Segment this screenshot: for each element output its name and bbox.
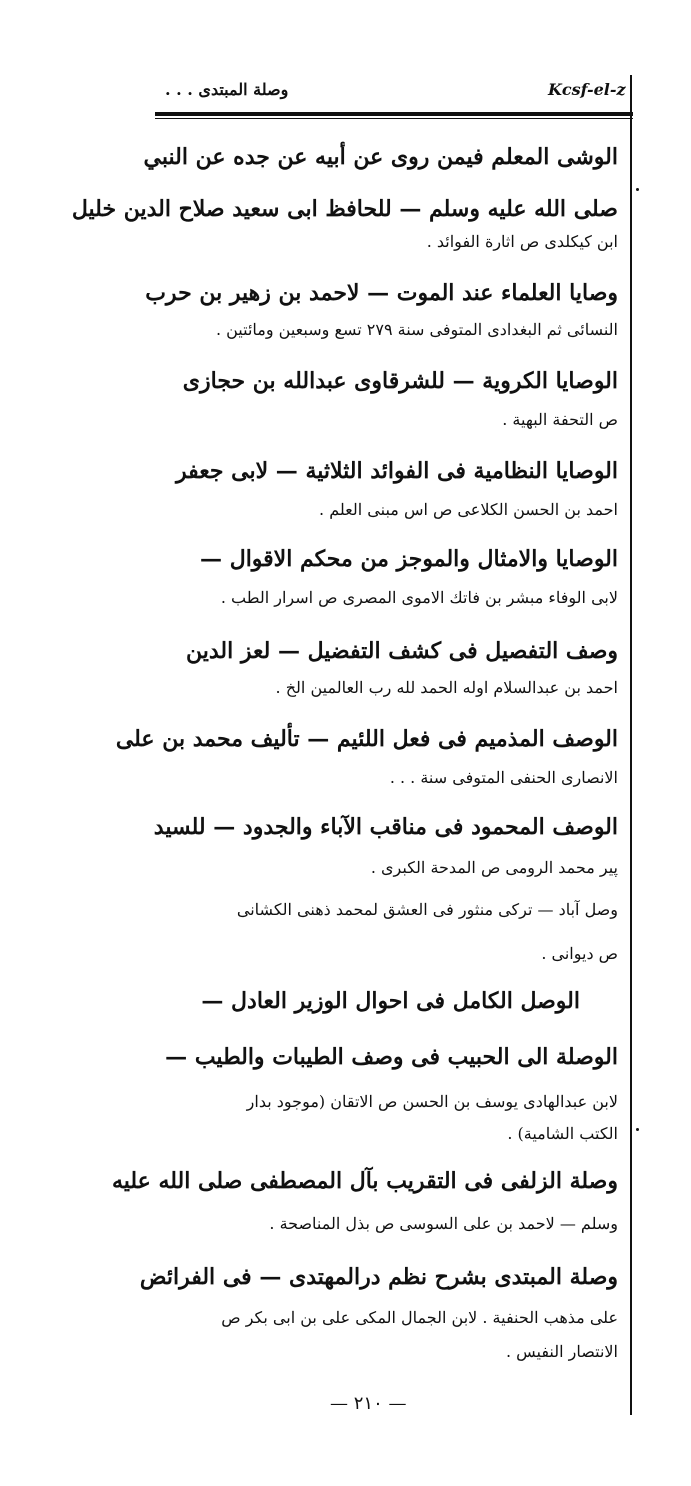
entry-line: وصلة المبتدى بشرح نظم درالمهتدى — فى الفرائض	[139, 1264, 618, 1290]
entry-line: صلى الله عليه وسلم — للحافظ ابى سعيد صلاح الدين خليل	[71, 196, 618, 222]
entry-line: الوصايا والامثال والموجز من محكم الاقوال —	[200, 546, 618, 572]
entry-line: الوصف المذميم فى فعل اللئيم — تأليف محمد بن على	[115, 726, 618, 752]
entry-line: وصل آباد — تركى منثور فى العشق لمحمد ذهنى الكشانى	[236, 900, 618, 919]
running-title: وصلة المبتدى . . .	[165, 80, 289, 99]
header-rule-thick	[155, 112, 633, 116]
entry-line: ص ديوانى .	[541, 944, 618, 963]
page-number: — ٢١٠ —	[330, 1393, 407, 1414]
entry-line: احمد بن عبدالسلام اوله الحمد لله رب العالمين الخ .	[275, 678, 618, 697]
entry-line: الوصلة الى الحبيب فى وصف الطيبات والطيب —	[165, 1044, 618, 1070]
running-header-latin: Kcsf-el-z	[548, 80, 626, 99]
margin-speck	[636, 1128, 639, 1131]
entry-line: لابن عبدالهادى يوسف بن الحسن ص الاتقان (موجود بدار	[246, 1092, 618, 1111]
margin-rule	[630, 75, 632, 1415]
header-rule-thin	[155, 118, 633, 119]
entry-line: الانتصار النفيس .	[505, 1342, 618, 1361]
entry-line: النسائى ثم البغدادى المتوفى سنة ٢٧٩ تسع وسبعين ومائتين .	[215, 320, 618, 339]
entry-line: الوصل الكامل فى احوال الوزير العادل —	[201, 988, 580, 1014]
entry-line: لابى الوفاء مبشر بن فاتك الاموى المصرى ص اسرار الطب .	[220, 588, 618, 607]
margin-speck	[636, 188, 639, 191]
entry-line: وصايا العلماء عند الموت — لاحمد بن زهير بن حرب	[145, 280, 618, 306]
entry-line: ص التحفة البهية .	[502, 410, 618, 429]
entry-line: الانصارى الحنفى المتوفى سنة . . .	[389, 768, 618, 787]
entry-line: وسلم — لاحمد بن على السوسى ص بذل المناصحة .	[269, 1214, 618, 1233]
entry-line: پير محمد الرومى ص المدحة الكبرى .	[370, 858, 618, 877]
entry-line: الوصايا النظامية فى الفوائد الثلاثية — لابى جعفر	[176, 458, 618, 484]
entry-line: على مذهب الحنفية . لابن الجمال المكى على بن ابى بكر ص	[221, 1308, 618, 1327]
entry-line: الوصف المحمود فى مناقب الآباء والجدود — للسيد	[153, 814, 618, 840]
entry-line: الوشى المعلم فيمن روى عن أبيه عن جده عن النبي	[143, 144, 618, 170]
entry-line: احمد بن الحسن الكلاعى ص اس مبنى العلم .	[319, 500, 618, 519]
entry-line: وصف التفصيل فى كشف التفضيل — لعز الدين	[185, 638, 618, 664]
entry-line: وصلة الزلفى فى التقريب بآل المصطفى صلى الله عليه	[111, 1168, 618, 1194]
entry-line: الوصايا الكروية — للشرقاوى عبدالله بن حجازى	[182, 368, 618, 394]
entry-line: الكتب الشامية) .	[507, 1124, 618, 1143]
entry-line: ابن كيكلدى ص اثارة الفوائد .	[426, 232, 618, 251]
